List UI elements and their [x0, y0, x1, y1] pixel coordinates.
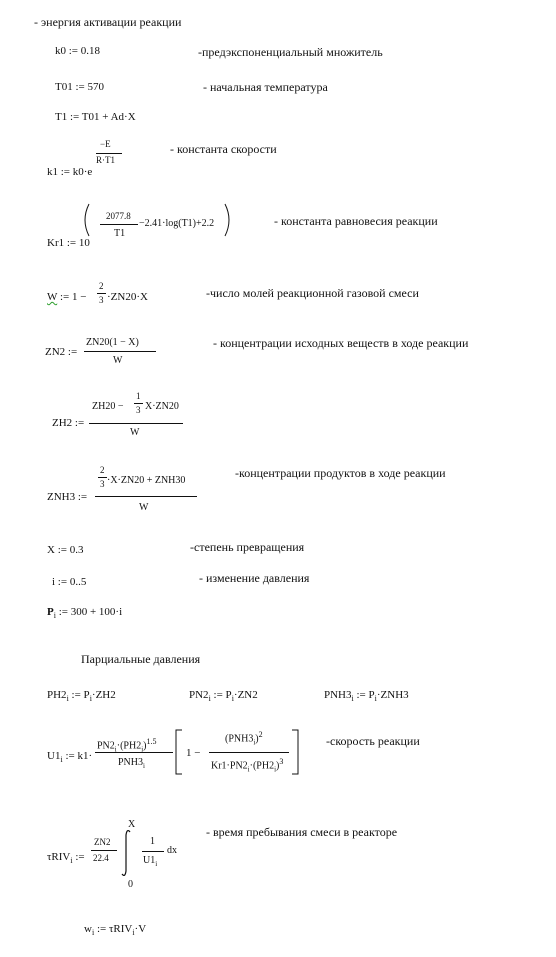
- w-comment: -число молей реакционной газовой смеси: [206, 286, 419, 300]
- triv-lhs: [47, 852, 85, 865]
- integral-dx: dx: [167, 845, 177, 856]
- w-symbol: W: [47, 291, 58, 303]
- u1-sym: U1: [47, 750, 61, 762]
- triv-numerator: ZN2: [94, 837, 111, 847]
- integral-sign: [120, 829, 132, 877]
- u1-one-minus: 1 −: [186, 747, 201, 759]
- t01-comment: - начальная температура: [203, 80, 328, 94]
- u1-inner-fraction-bar: [209, 752, 289, 753]
- u1-inner-den-b: ·(PH2: [249, 760, 275, 772]
- u1-den-sym: PNH3: [118, 757, 144, 768]
- kr1-fraction-bar: [100, 224, 138, 225]
- u1-assign: := k1·: [62, 750, 93, 762]
- zh2-lhs: ZH2 :=: [52, 417, 85, 429]
- u1-num-exp: 1.5: [146, 737, 157, 746]
- triv-sub: i: [70, 856, 73, 866]
- integrand-fraction-bar: [142, 851, 164, 852]
- x-comment: -степень превращения: [190, 540, 305, 554]
- kr1-denominator: T1: [114, 228, 126, 239]
- zn2-fraction-bar: [84, 351, 156, 352]
- zn2-comment: - концентрации исходных веществ в ходе реакции: [213, 336, 469, 350]
- pnh3-sym: PNH3: [324, 689, 352, 701]
- znh3-lhs: ZNH3 :=: [47, 491, 88, 503]
- t1-definition: T1 := T01 + Ad·X: [55, 111, 136, 123]
- u1-inner-denominator: $Kr1\cdot PN2_i\cdot(PH2_i)^3$: [211, 757, 284, 774]
- zh2-frac-den: 3: [136, 405, 141, 415]
- p-symbol: P: [47, 606, 54, 618]
- u1-num-a: PN2: [97, 740, 115, 752]
- pnh3-sub2: i: [374, 694, 377, 704]
- triv-denominator: 22.4: [93, 853, 109, 863]
- t01-definition: T01 := 570: [55, 81, 104, 93]
- pn2-sub: i: [208, 694, 211, 704]
- p-subscript: i: [53, 611, 56, 621]
- u1-left-bracket: [174, 729, 184, 775]
- w-lhs-rest: := 1 −: [57, 291, 87, 303]
- znh3-denominator: W: [139, 502, 149, 513]
- kr1-left-paren: [79, 203, 91, 237]
- integral-lower-limit: 0: [128, 879, 133, 890]
- triv-comment: - время пребывания смеси в реакторе: [206, 825, 398, 839]
- w-rest: ·ZN20·X: [107, 291, 148, 303]
- ph2-sub: i: [66, 694, 69, 704]
- pn2-sub2: i: [231, 694, 234, 704]
- u1-lhs: [47, 751, 92, 764]
- w-i-definition: [84, 924, 146, 937]
- triv-sym: τRIV: [47, 851, 71, 863]
- integrand-numerator: 1: [150, 836, 155, 847]
- zh2-numerator-a: ZH20 −: [92, 401, 124, 412]
- u1-numerator: $PN2_i\cdot(PH2_i)^{1.5}$: [97, 737, 157, 754]
- kr1-right-paren: [223, 203, 235, 237]
- k0-comment: -предэкспоненциальный множитель: [198, 45, 383, 59]
- u1-num-a-sub: i: [114, 745, 117, 754]
- u1-den-sub: i: [143, 762, 145, 770]
- u1-inner-num-exp: 2: [258, 730, 263, 739]
- zh2-denominator: W: [130, 427, 140, 438]
- wi-c: ·V: [134, 923, 147, 935]
- u1-num-b-sub: i: [141, 745, 144, 754]
- wi-b: := τRIV: [94, 923, 133, 935]
- integrand-den-sub: i: [155, 860, 158, 868]
- znh3-frac-den: 3: [100, 479, 105, 489]
- triv-assign: :=: [72, 851, 85, 863]
- u1-right-bracket: [290, 729, 300, 775]
- znh3-frac-num: 2: [100, 465, 105, 475]
- kr1-rest: −2.41·log(T1)+2.2: [139, 218, 215, 229]
- k1-exp-denominator: R·T1: [96, 155, 115, 165]
- integrand-den-sym: U1: [143, 855, 156, 866]
- pnh3-b: := P: [353, 689, 375, 701]
- pn2-c: ·ZN2: [233, 689, 258, 701]
- k0-definition: k0 := 0.18: [55, 45, 101, 57]
- kr1-comment: - константа равновесия реакции: [274, 214, 438, 228]
- integrand-denominator: [143, 856, 157, 868]
- w-frac-den: 3: [99, 295, 104, 305]
- zh2-frac-num: 1: [136, 391, 141, 401]
- wi-sym: w: [84, 923, 92, 935]
- u1-inner-den-b-sub: i: [274, 765, 277, 774]
- znh3-numerator: ·X·ZN20 + ZNH30: [107, 475, 186, 486]
- pn2-sym: PN2: [189, 689, 209, 701]
- w-frac-num: 2: [99, 281, 104, 291]
- zn2-denominator: W: [113, 355, 123, 366]
- k1-fraction-bar: [96, 153, 122, 154]
- kr1-lhs: Kr1 := 10: [47, 237, 90, 249]
- u1-inner-numerator: $(PNH3_i)^2$: [225, 730, 263, 747]
- zn2-lhs: ZN2 :=: [45, 346, 78, 358]
- triv-fraction-bar: [91, 850, 117, 851]
- wi-sub2: i: [132, 928, 135, 938]
- wi-sub: i: [91, 928, 95, 938]
- u1-denominator: [118, 758, 145, 770]
- znh3-comment: -концентрации продуктов в ходе реакции: [235, 466, 446, 480]
- k1-lhs: k1 := k0·e: [47, 166, 93, 178]
- pnh3-c: ·ZNH3: [376, 689, 409, 701]
- k1-comment: - константа скорости: [170, 142, 277, 156]
- ph2-c: ·ZH2: [91, 689, 116, 701]
- u1-inner-num-sub: i: [253, 738, 256, 747]
- znh3-small-bar: [98, 477, 107, 478]
- i-comment: - изменение давления: [199, 571, 310, 585]
- pnh3-definition: [324, 690, 409, 703]
- ph2-b: := P: [68, 689, 90, 701]
- u1-inner-den-a-sub: i: [247, 765, 250, 774]
- i-definition: i := 0..5: [52, 576, 87, 588]
- u1-sub: i: [60, 755, 63, 765]
- kr1-numerator: 2077.8: [106, 211, 131, 221]
- zh2-small-bar: [134, 403, 143, 404]
- header-text: - энергия активации реакции: [34, 15, 182, 29]
- x-definition: X := 0.3: [47, 544, 84, 556]
- ph2-sym: PH2: [47, 689, 67, 701]
- u1-comment: -скорость реакции: [326, 734, 420, 748]
- u1-inner-den-exp: 3: [279, 757, 284, 766]
- zn2-numerator: ZN20(1 − X): [86, 337, 139, 348]
- zh2-numerator-b: X·ZN20: [145, 401, 179, 412]
- p-definition: [47, 607, 122, 620]
- w-fraction-bar: [97, 293, 106, 294]
- pn2-definition: [189, 690, 258, 703]
- p-rest: := 300 + 100·i: [55, 606, 123, 618]
- ph2-definition: [47, 690, 116, 703]
- integral-upper-limit: X: [128, 819, 136, 830]
- u1-fraction-bar: [95, 752, 173, 753]
- w-lhs: [47, 292, 86, 303]
- u1-inner-num-sym: (PNH3: [225, 733, 254, 745]
- zh2-fraction-bar: [89, 423, 183, 424]
- ph2-sub2: i: [89, 694, 92, 704]
- u1-inner-den-a: Kr1·PN2: [211, 760, 248, 772]
- znh3-fraction-bar: [95, 496, 197, 497]
- k1-exp-numerator: −E: [100, 139, 111, 149]
- u1-num-b: ·(PH2: [116, 740, 142, 752]
- pnh3-sub: i: [351, 694, 354, 704]
- partial-pressures-title: Парциальные давления: [81, 652, 201, 666]
- pn2-b: := P: [210, 689, 232, 701]
